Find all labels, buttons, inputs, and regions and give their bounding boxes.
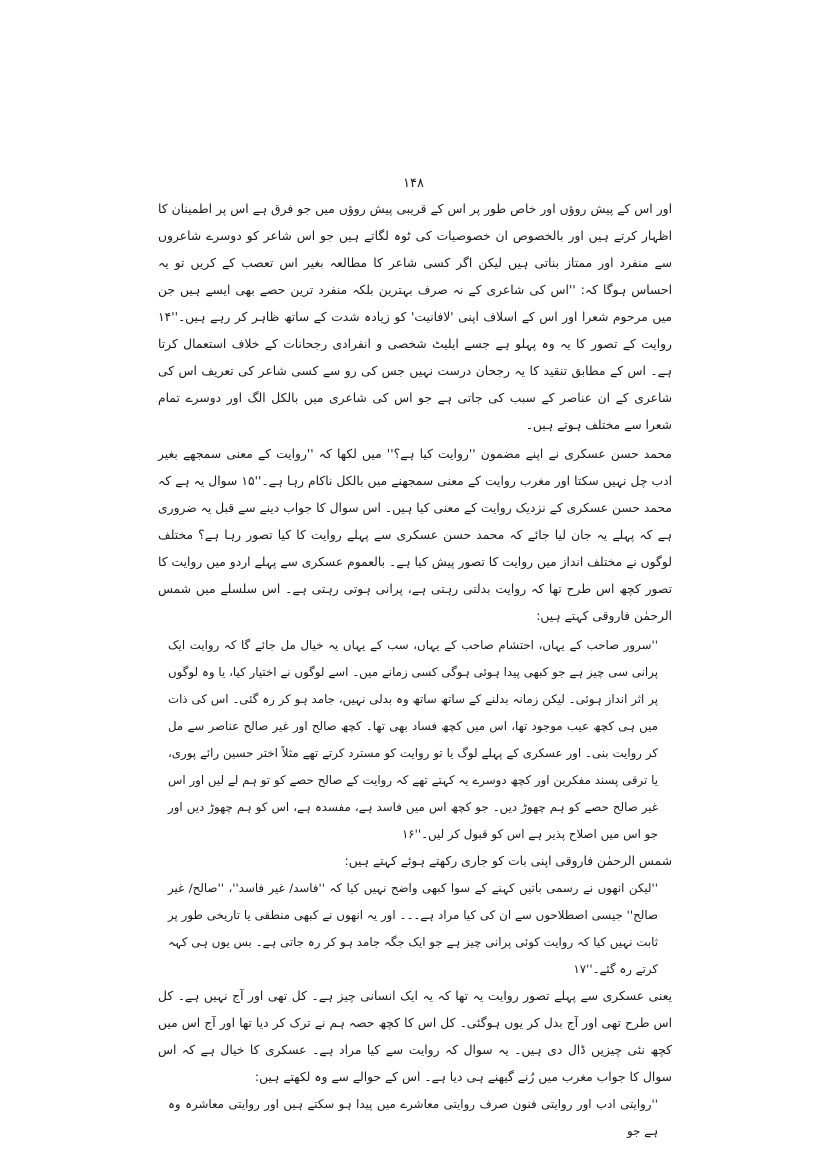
paragraph-3: شمس الرحمٰن فاروقی اپنی بات کو جاری رکھتے ہوئے کہتے ہیں: (344, 854, 672, 868)
quote-3: ''روایتی ادب اور روایتی فنون صرف روایتی معاشرے میں پیدا ہو سکتے ہیں اور روایتی معاشرہ وہ ہے جو (168, 1097, 658, 1138)
quote-2: ''لیکن انھوں نے رسمی باتیں کہنے کے سوا کبھی واضح نہیں کیا کہ ''فاسد/ غیر فاسد''، ''صالح/ غیر صالح'' جیسی اصطلاحوں سے ان کی کیا مراد ہے۔۔۔ اور یہ انھوں نے کبھی منطقی یا تاریخی طور پر ثابت نہیں کیا کہ روایت کوئی پرانی چیز ہے جو ایک جگہ جامد ہو کر رہ جاتی ہے۔ بس یوں ہی کہہ کرتے رہ گئے۔''۱۷ (168, 881, 658, 976)
paragraph-4: یعنی عسکری سے پہلے تصور روایت یہ تھا کہ یہ ایک انسانی چیز ہے۔ کل تھی اور آج نہیں ہے۔ کل اس طرح تھی اور آج بدل کر یوں ہوگئی۔ کل اس کا کچھ حصہ ہم نے ترک کر دیا تھا اور آج اس میں کچھ نئی چیزیں ڈال دی ہیں۔ یہ سوال کہ روایت سے کیا مراد ہے۔ عسکری کا خیال ہے کہ اس سوال کا جواب مغرب میں رُنے گیھنے ہی دیا ہے۔ اس کے حوالے سے وہ لکھتے ہیں: (158, 989, 672, 1084)
page-number: ۱۴۸ (403, 176, 424, 191)
quote-1: ''سرور صاحب کے یہاں، احتشام صاحب کے یہاں، سب کے یہاں یہ خیال مل جائے گا کہ روایت ایک پرانی سی چیز ہے جو کبھی پیدا ہوئی ہوگی کسی زمانے میں۔ اسے لوگوں نے اختیار کیا، یا وہ لوگوں پر اثر انداز ہوئی۔ لیکن زمانہ بدلنے کے ساتھ ساتھ وہ بدلی نہیں، جامد ہو کر رہ گئی۔ اس کی ذات میں ہی کچھ عیب موجود تھا، اس میں کچھ فساد بھی تھا۔ کچھ صالح اور غیر صالح عناصر سے مل کر روایت بنی۔ اور عسکری کے پہلے لوگ یا تو روایت کو مسترد کرتے تھے مثلاً اختر حسین رائے پوری، یا ترقی پسند مفکرین اور کچھ دوسرے یہ کہتے تھے کہ روایت کے صالح حصے کو تو ہم لے لیں اور اس غیر صالح حصے کو ہم چھوڑ دیں۔ جو کچھ اس میں فاسد ہے، مفسدہ ہے، اس کو ہم چھوڑ دیں اور جو اس میں اصلاح پذیر ہے اس کو قبول کر لیں۔''۱۶ (168, 638, 658, 841)
page-body (158, 196, 672, 1145)
paragraph-1: اور اس کے پیش روؤں اور خاص طور پر اس کے قریبی پیش روؤں میں جو فرق ہے اس پر اطمینان کا اظہار کرتے ہیں اور بالخصوص ان خصوصیات کی ٹوہ لگاتے ہیں جو اس شاعر کو دوسرے شاعروں سے منفرد اور ممتاز بناتی ہیں لیکن اگر کسی شاعر کا مطالعہ بغیر اس تعصب کے کریں تو یہ احساس ہوگا کہ: ''اس کی شاعری کے نہ صرف بہترین بلکہ منفرد ترین حصے بھی ایسے ہیں جن میں مرحوم شعرا اور اس کے اسلاف اپنی 'لافانیت' کو زیادہ شدت کے ساتھ ظاہر کر رہے ہیں۔''۱۴ روایت کے تصور کا یہ وہ پہلو ہے جسے ایلیٹ شخصی و انفرادی رجحانات کے خلاف استعمال کرتا ہے۔ اس کے مطابق تنقید کا یہ رجحان درست نہیں جس کی رو سے کسی شاعر کی تعریف اس کی شاعری کے ان عناصر کے سبب کی جاتی ہے جو اس کی شاعری میں بالکل الگ اور دوسرے تمام شعرا سے مختلف ہوتے ہیں۔ (158, 202, 672, 432)
paragraph-2: محمد حسن عسکری نے اپنے مضمون ''روایت کیا ہے؟'' میں لکھا کہ ''روایت کے معنی سمجھے بغیر ادب چل نہیں سکتا اور مغرب روایت کے معنی سمجھنے میں بالکل ناکام رہا ہے۔''۱۵ سوال یہ ہے کہ محمد حسن عسکری کے نزدیک روایت کے معنی کیا ہیں۔ اس سوال کا جواب دینے سے قبل یہ ضروری ہے کہ پہلے یہ جان لیا جائے کہ محمد حسن عسکری سے پہلے روایت کا کیا تصور رہا ہے؟ مختلف لوگوں نے مختلف انداز میں روایت کا تصور پیش کیا ہے۔ بالعموم عسکری سے پہلے اردو میں روایت کا تصور کچھ اس طرح تھا کہ روایت بدلتی رہتی ہے، پرانی ہوتی رہتی ہے۔ اس سلسلے میں شمس الرحمٰن فاروقی کہتے ہیں: (158, 447, 672, 623)
